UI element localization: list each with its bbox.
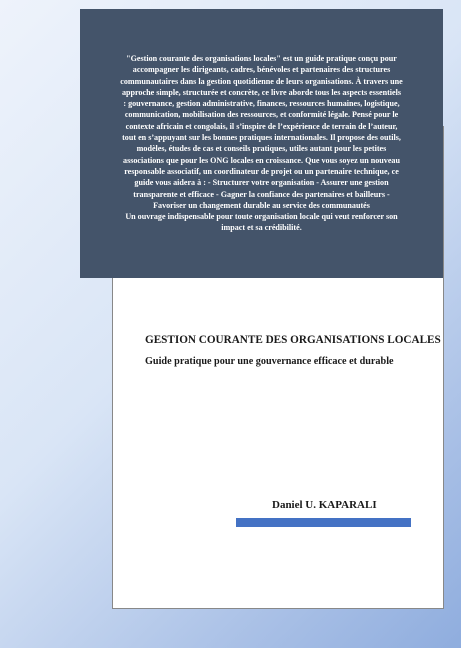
blurb-line: contexte africain et congolais, il s’inspire de l’expérience de terrain de l’auteur, <box>125 121 398 131</box>
book-subtitle: Guide pratique pour une gouvernance efficace et durable <box>145 356 394 367</box>
blurb-line: "Gestion courante des organisations locales" est un guide pratique conçu pour <box>126 54 397 63</box>
blurb-line: approche simple, structurée et concrète, ce livre aborde tous les aspects essentiels <box>121 87 402 97</box>
blurb-line: guide vous aidera à : - Structurer votre organisation - Assurer une gestion <box>134 178 389 188</box>
blurb-line: Favoriser un changement durable au service des communautés <box>153 200 370 210</box>
blurb-line: communication, mobilisation des ressources, et conformité légale. Pensé pour le <box>124 110 399 120</box>
book-title: GESTION COURANTE DES ORGANISATIONS LOCALES <box>145 334 441 346</box>
blurb-line: modèles, études de cas et conseils pratiques, utiles autant pour les petites <box>136 144 387 154</box>
blurb-line: tout en s’appuyant sur les bonnes pratiques internationales. Il propose des outils, <box>122 133 401 143</box>
blurb-line: impact et sa crédibilité. <box>221 223 302 233</box>
blurb-line: transparente et efficace - Gagner la confiance des partenaires et bailleurs - <box>133 189 390 199</box>
blurb-line: accompagner les dirigeants, cadres, bénévoles et partenaires des structures <box>132 65 391 75</box>
blurb-line: associations que pour les ONG locales en croissance. Que vous soyez un nouveau <box>123 155 400 165</box>
blurb-line: Un ouvrage indispensable pour toute organisation locale qui veut renforcer son <box>125 212 398 222</box>
blurb-line: communautaires dans la gestion quotidienne de leurs organisations. À travers une <box>120 76 403 86</box>
back-cover-blurb <box>80 9 443 278</box>
accent-rule <box>236 518 411 527</box>
author-name: Daniel U. KAPARALI <box>272 499 377 511</box>
blurb-line: responsable associatif, un coordinateur de projet ou un partenaire technique, ce <box>124 166 399 176</box>
blurb-line: : gouvernance, gestion administrative, finances, ressources humaines, logistique, <box>123 99 400 109</box>
